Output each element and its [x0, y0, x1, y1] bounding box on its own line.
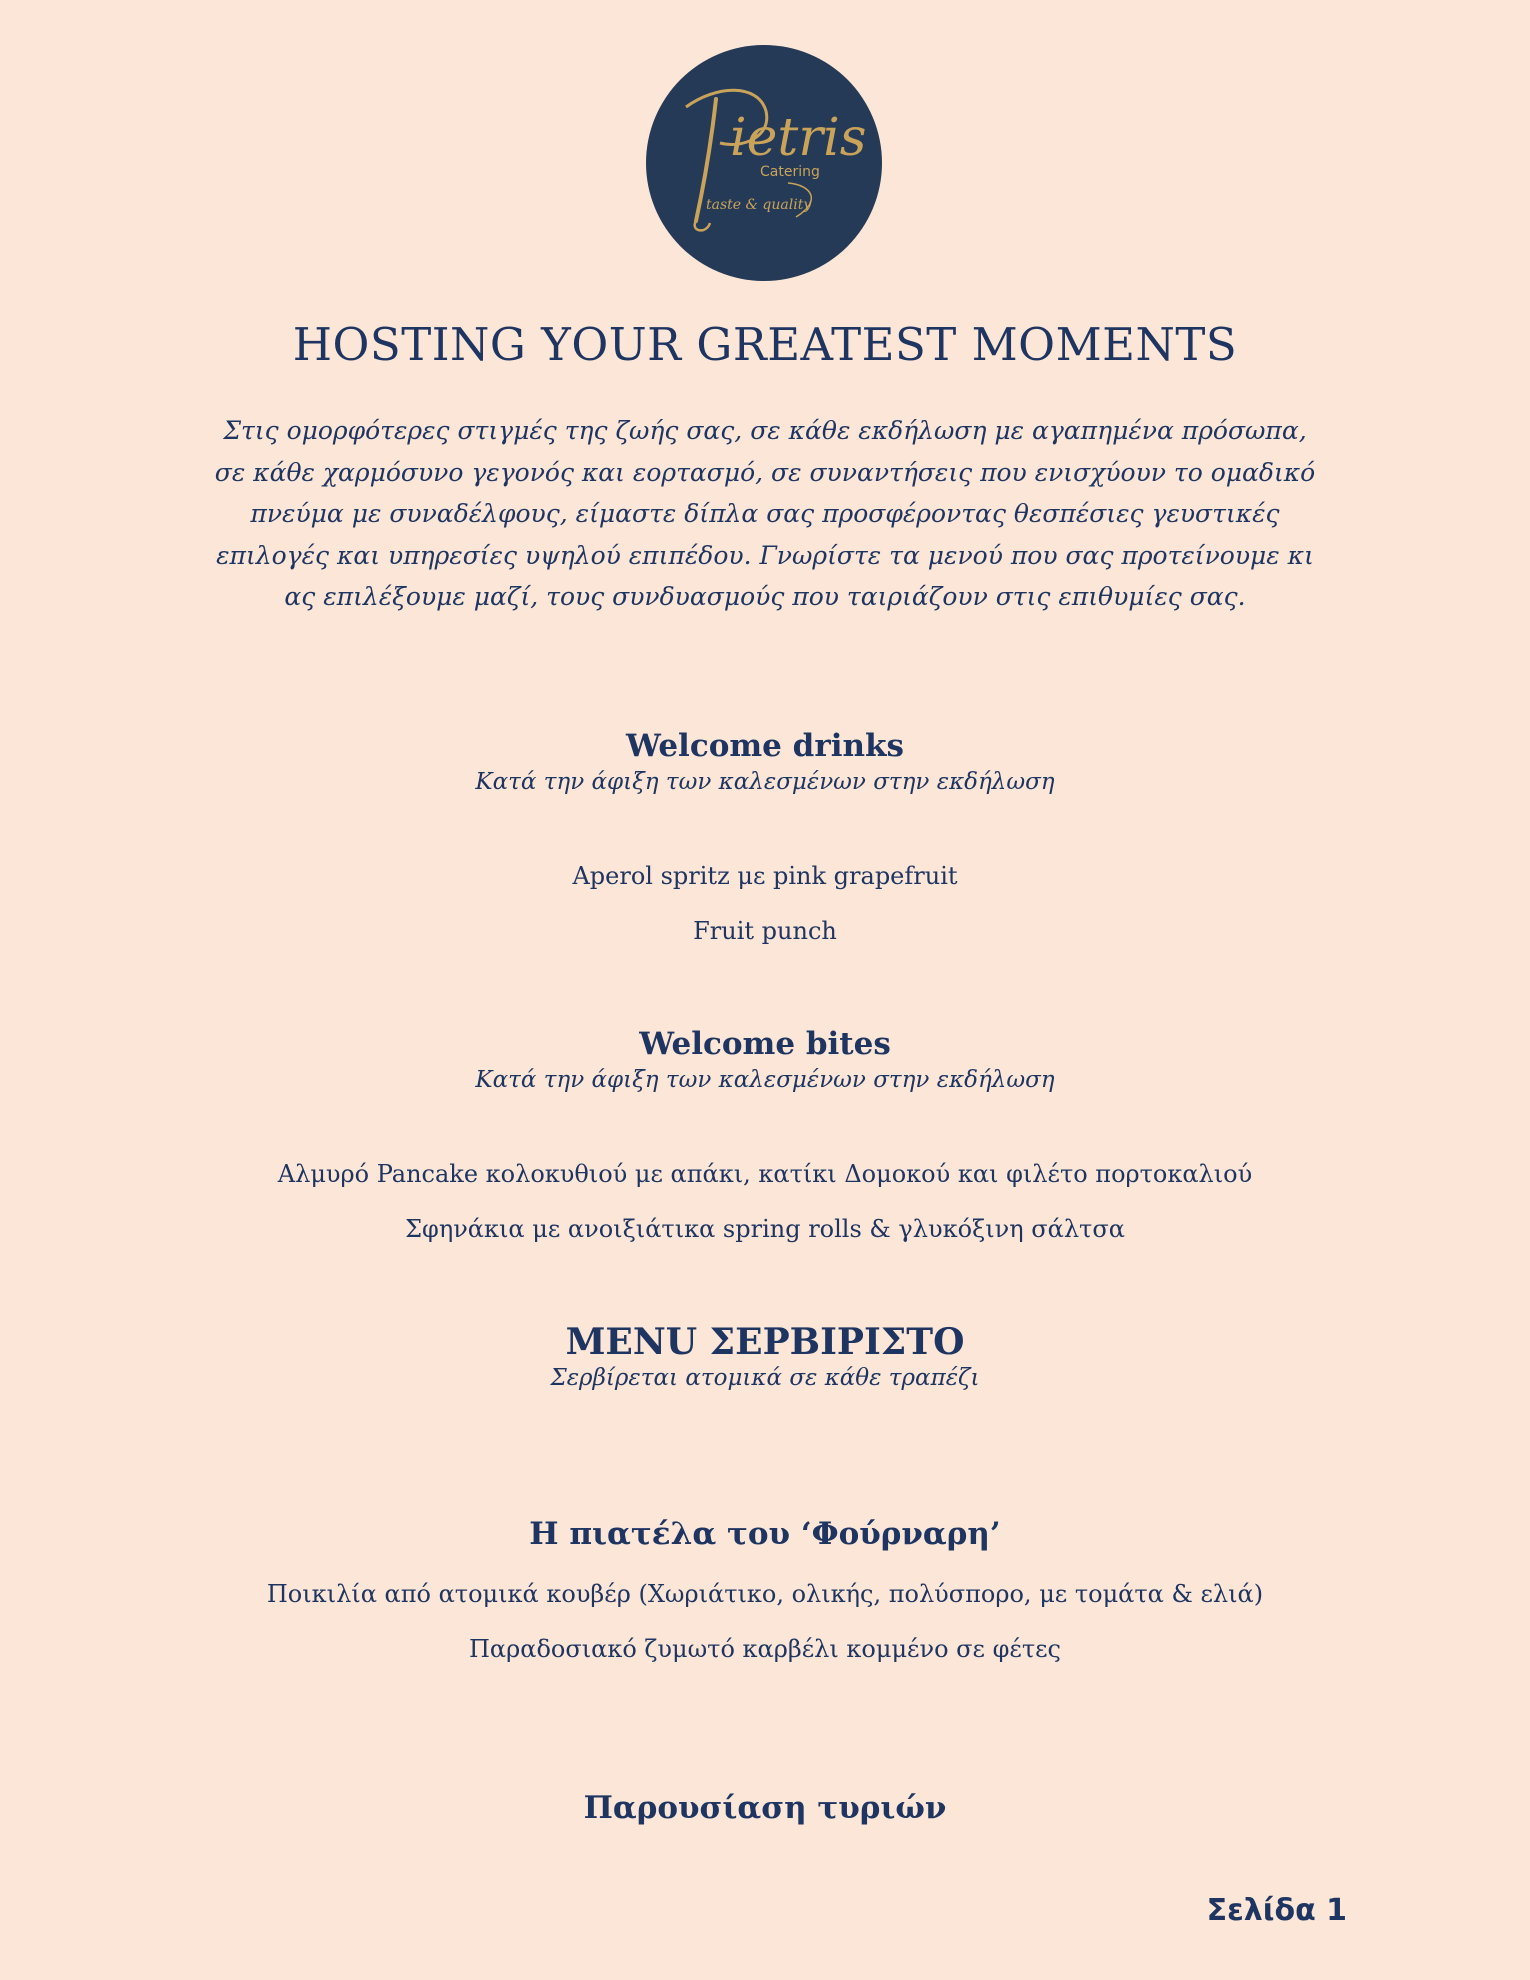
intro-line: Στις ομορφότερες στιγμές της ζωής σας, σε κάθε εκδήλωση με αγαπημένα πρόσωπα,: [223, 416, 1307, 445]
logo-sub-text: Catering: [760, 164, 820, 180]
pietris-logo: [646, 45, 882, 281]
intro-line: επιλογές και υπηρεσίες υψηλού επιπέδου. Γνωρίστε τα μενού που σας προτείνουμε κι: [216, 540, 1314, 570]
section-subtitle: Κατά την άφιξη των καλεσμένων στην εκδήλωση: [475, 1067, 1055, 1093]
intro-line: πνεύμα με συναδέλφους, είμαστε δίπλα σας προσφέροντας θεσπέσιες γευστικές: [250, 499, 1280, 528]
intro-line: σε κάθε χαρμόσυνο γεγονός και εορτασμό, σε συναντήσεις που ενισχύουν το ομαδικό: [214, 457, 1316, 487]
logo-graphic: [646, 45, 882, 281]
section-title: ΜΕΝU ΣΕΡΒΙΡΙΣΤΟ: [565, 1321, 965, 1363]
page-number: Σελίδα 1: [1206, 1893, 1347, 1928]
section-welcome-bites: [0, 1024, 1530, 1096]
section-cheese-presentation: [0, 1788, 1530, 1828]
logo-brand-text: ietris: [730, 108, 867, 168]
menu-item: Αλμυρό Pancake κολοκυθιού με απάκι, κατίκι Δομοκού και φιλέτο πορτοκαλιού: [277, 1160, 1253, 1188]
section-subtitle: Σερβίρεται ατομικά σε κάθε τραπέζι: [550, 1365, 980, 1391]
menu-item: Σφηνάκια με ανοιξιάτικα spring rolls & γλυκόξινη σάλτσα: [405, 1215, 1125, 1243]
section-title: Η πιατέλα του ‘Φούρναρη’: [529, 1516, 1001, 1552]
section-title: Παρουσίαση τυριών: [583, 1790, 947, 1826]
section-welcome-drinks: [0, 726, 1530, 798]
menu-item: Aperol spritz με pink grapefruit: [572, 862, 958, 890]
section-title: Welcome bites: [639, 1026, 891, 1062]
section-menu-served: [0, 1322, 1530, 1394]
logo-tagline-text: taste & quality: [706, 197, 812, 213]
section-bakers-platter: [0, 1514, 1530, 1554]
intro-paragraph: [195, 410, 1335, 618]
menu-item: Ποικιλία από ατομικά κουβέρ (Χωριάτικο, ολικής, πολύσπορο, με τομάτα & ελιά): [266, 1580, 1264, 1608]
page-headline: HOSTING YOUR GREATEST MOMENTS: [292, 318, 1238, 371]
section-subtitle: Κατά την άφιξη των καλεσμένων στην εκδήλωση: [475, 769, 1055, 795]
intro-line: ας επιλέξουμε μαζί, τους συνδυασμούς που ταιριάζουν στις επιθυμίες σας.: [284, 582, 1246, 611]
section-title: Welcome drinks: [626, 728, 904, 764]
menu-item: Παραδοσιακό ζυμωτό καρβέλι κομμένο σε φέτες: [468, 1635, 1061, 1663]
menu-item: Fruit punch: [693, 917, 837, 945]
